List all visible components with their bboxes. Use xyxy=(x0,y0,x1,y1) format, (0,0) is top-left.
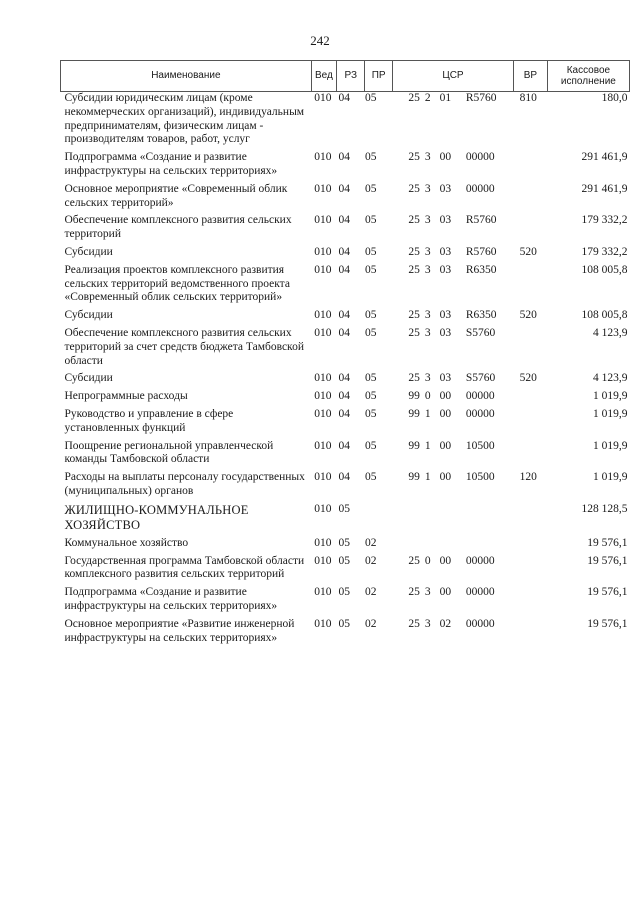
row-csr-event: 00 xyxy=(439,471,452,484)
row-rz: 04 xyxy=(338,92,351,104)
row-csr-event: 03 xyxy=(439,263,452,276)
table-row xyxy=(61,246,630,264)
row-pr: 05 xyxy=(364,372,377,385)
row-rz: 04 xyxy=(338,326,351,339)
row-ved: 010 xyxy=(314,407,332,420)
row-sum: 4 123,9 xyxy=(593,372,628,385)
table-row xyxy=(61,183,630,215)
row-name: ЖИЛИЩНО-КОММУНАЛЬНОЕ ХОЗЯЙСТВО xyxy=(64,502,249,532)
row-name: Субсидии xyxy=(64,372,113,385)
row-pr: 05 xyxy=(364,151,377,164)
table-row xyxy=(61,555,630,587)
row-sum: 291 461,9 xyxy=(581,182,628,195)
row-csr-subprogram: 0 xyxy=(424,554,431,567)
row-rz: 05 xyxy=(338,554,351,567)
row-name: Руководство и управление в сфере установленных функций xyxy=(64,407,234,434)
row-rz: 04 xyxy=(338,309,351,322)
row-sum: 1 019,9 xyxy=(593,471,628,484)
row-vr xyxy=(514,555,548,587)
header-rz: РЗ xyxy=(337,61,365,92)
table-row xyxy=(61,372,630,390)
row-csr-subprogram: 3 xyxy=(424,263,431,276)
row-name: Основное мероприятие «Современный облик сельских территорий» xyxy=(64,182,288,209)
header-vr: ВР xyxy=(514,61,548,92)
row-csr-subprogram: 3 xyxy=(424,326,431,339)
row-sum: 108 005,8 xyxy=(581,263,628,276)
row-pr: 05 xyxy=(364,326,377,339)
row-rz: 05 xyxy=(338,502,351,515)
page-number: 242 xyxy=(310,33,330,48)
row-rz: 05 xyxy=(338,536,351,549)
row-csr-event: 03 xyxy=(439,182,452,195)
row-csr-event: 00 xyxy=(439,586,452,599)
row-csr-direction xyxy=(462,503,514,537)
row-vr: 120 xyxy=(519,471,537,484)
row-name: Подпрограмма «Создание и развитие инфраструктуры на сельских территориях» xyxy=(64,586,278,612)
row-csr-direction: 00000 xyxy=(465,586,495,599)
row-name: Обеспечение комплексного развития сельских территорий xyxy=(64,214,292,241)
table-row xyxy=(61,503,630,537)
row-vr xyxy=(514,503,548,537)
row-vr: 520 xyxy=(519,245,537,258)
table-row xyxy=(61,214,630,246)
table-row xyxy=(61,309,630,327)
row-csr-subprogram xyxy=(422,537,437,555)
row-sum: 179 332,2 xyxy=(581,214,628,227)
row-vr xyxy=(514,586,548,618)
row-vr xyxy=(514,390,548,408)
row-csr-subprogram: 3 xyxy=(424,182,431,195)
row-name: Подпрограмма «Создание и развитие инфраструктуры на сельских территориях» xyxy=(64,151,278,177)
row-rz: 04 xyxy=(338,263,351,276)
row-rz: 04 xyxy=(338,182,351,195)
row-sum: 19 576,1 xyxy=(587,586,628,599)
row-ved: 010 xyxy=(314,182,332,195)
row-vr xyxy=(514,618,548,650)
row-rz: 04 xyxy=(338,372,351,385)
table-body xyxy=(61,92,630,650)
row-csr-program: 25 xyxy=(408,586,420,599)
row-sum: 4 123,9 xyxy=(593,326,628,339)
row-rz: 04 xyxy=(338,471,351,484)
row-csr-event: 03 xyxy=(439,372,452,385)
row-ved: 010 xyxy=(314,536,332,549)
row-ved: 010 xyxy=(314,439,332,452)
row-vr xyxy=(514,214,548,246)
header-name: Наименование xyxy=(61,61,312,92)
row-sum: 128 128,5 xyxy=(581,502,628,515)
row-csr-direction: 00000 xyxy=(465,554,495,567)
row-csr-program: 25 xyxy=(408,214,420,227)
row-rz: 04 xyxy=(338,390,351,403)
table-row xyxy=(61,151,630,183)
row-csr-subprogram: 1 xyxy=(424,407,431,420)
row-sum: 180,0 xyxy=(601,92,628,104)
row-name: Поощрение региональной управленческой команды Тамбовской области xyxy=(64,439,274,466)
row-name: Основное мероприятие «Развитие инженерной инфраструктуры на сельских территориях» xyxy=(64,617,295,644)
row-rz: 05 xyxy=(338,617,351,630)
row-rz: 04 xyxy=(338,214,351,227)
row-csr-direction: 10500 xyxy=(465,471,495,484)
row-ved: 010 xyxy=(314,309,332,322)
row-sum: 19 576,1 xyxy=(587,536,628,549)
row-rz: 04 xyxy=(338,407,351,420)
row-csr-subprogram: 1 xyxy=(424,471,431,484)
row-csr-direction: S5760 xyxy=(465,326,496,339)
row-pr: 05 xyxy=(364,182,377,195)
table-row xyxy=(61,264,630,309)
table-row xyxy=(61,537,630,555)
row-sum: 19 576,1 xyxy=(587,554,628,567)
row-sum: 108 005,8 xyxy=(581,309,628,322)
table-row xyxy=(61,390,630,408)
row-csr-program: 99 xyxy=(408,471,420,484)
row-name: Расходы на выплаты персоналу государственных (муниципальных) органов xyxy=(64,471,305,497)
row-rz: 04 xyxy=(338,439,351,452)
row-ved: 010 xyxy=(314,92,332,104)
table-row xyxy=(61,92,630,152)
table-row xyxy=(61,440,630,472)
row-csr-program xyxy=(392,537,422,555)
row-csr-direction: 00000 xyxy=(465,151,495,164)
table-row xyxy=(61,586,630,618)
row-csr-program: 99 xyxy=(408,439,420,452)
row-ved: 010 xyxy=(314,554,332,567)
row-csr-direction: R6350 xyxy=(465,309,497,322)
row-name: Субсидии xyxy=(64,245,113,258)
row-csr-direction: 10500 xyxy=(465,439,495,452)
budget-table-container xyxy=(60,60,630,649)
row-sum: 1 019,9 xyxy=(593,407,628,420)
row-pr: 05 xyxy=(364,439,377,452)
row-rz: 04 xyxy=(338,245,351,258)
row-vr xyxy=(514,537,548,555)
budget-table xyxy=(60,60,630,649)
row-pr: 02 xyxy=(364,554,377,567)
row-csr-event: 00 xyxy=(439,151,452,164)
table-row xyxy=(61,618,630,650)
row-rz: 04 xyxy=(338,151,351,164)
row-pr: 05 xyxy=(364,245,377,258)
row-ved: 010 xyxy=(314,214,332,227)
row-rz: 05 xyxy=(338,586,351,599)
header-pr: ПР xyxy=(365,61,392,92)
row-ved: 010 xyxy=(314,245,332,258)
row-csr-subprogram: 3 xyxy=(424,617,431,630)
row-csr-program: 25 xyxy=(408,182,420,195)
row-csr-event: 01 xyxy=(439,92,452,104)
row-csr-subprogram: 1 xyxy=(424,439,431,452)
row-ved: 010 xyxy=(314,151,332,164)
row-csr-program: 25 xyxy=(408,92,420,104)
row-csr-direction: 00000 xyxy=(465,407,495,420)
header-sum: Кассовое исполнение xyxy=(547,61,629,92)
row-csr-event: 03 xyxy=(439,309,452,322)
row-vr xyxy=(514,151,548,183)
row-csr-subprogram: 3 xyxy=(424,151,431,164)
table-header xyxy=(61,61,630,92)
row-csr-subprogram: 3 xyxy=(424,214,431,227)
row-csr-event: 00 xyxy=(439,390,452,403)
row-ved: 010 xyxy=(314,326,332,339)
row-sum: 19 576,1 xyxy=(587,617,628,630)
row-csr-program: 25 xyxy=(408,245,420,258)
row-vr xyxy=(514,183,548,215)
row-csr-program: 25 xyxy=(408,617,420,630)
row-ved: 010 xyxy=(314,617,332,630)
row-name: Субсидии юридическим лицам (кроме некоммерческих организаций), индивидуальным предпринимателям, физическим лицам - производителям товаров, работ, услуг xyxy=(64,92,305,146)
row-csr-event: 02 xyxy=(439,617,452,630)
row-csr-subprogram: 3 xyxy=(424,372,431,385)
row-name: Реализация проектов комплексного развития сельских территорий ведомственного проекта «Современный облик сельских территорий» xyxy=(64,263,290,304)
row-pr: 02 xyxy=(364,586,377,599)
row-pr: 05 xyxy=(364,471,377,484)
row-csr-subprogram: 3 xyxy=(424,309,431,322)
row-csr-program: 25 xyxy=(408,326,420,339)
row-vr xyxy=(514,264,548,309)
row-vr xyxy=(514,327,548,372)
row-csr-event: 00 xyxy=(439,554,452,567)
row-csr-program: 99 xyxy=(408,407,420,420)
row-sum: 1 019,9 xyxy=(593,439,628,452)
row-csr-event: 03 xyxy=(439,326,452,339)
row-csr-program: 25 xyxy=(408,372,420,385)
row-name: Субсидии xyxy=(64,309,113,322)
row-name: Государственная программа Тамбовской области комплексного развития сельских территорий xyxy=(64,554,305,581)
row-pr: 05 xyxy=(364,407,377,420)
row-csr-event: 00 xyxy=(439,439,452,452)
row-csr-event: 03 xyxy=(439,245,452,258)
row-csr-program: 25 xyxy=(408,151,420,164)
row-csr-direction: 00000 xyxy=(465,617,495,630)
row-csr-event: 03 xyxy=(439,214,452,227)
row-ved: 010 xyxy=(314,502,332,515)
row-csr-program: 25 xyxy=(408,309,420,322)
row-pr xyxy=(365,503,392,537)
row-vr: 810 xyxy=(519,92,537,104)
row-csr-direction: R5760 xyxy=(465,245,497,258)
row-csr-program: 25 xyxy=(408,554,420,567)
row-csr-event xyxy=(437,537,462,555)
row-name: Коммунальное хозяйство xyxy=(64,536,189,549)
row-csr-program xyxy=(392,503,422,537)
row-pr: 02 xyxy=(364,617,377,630)
row-csr-direction: R5760 xyxy=(465,214,497,227)
row-ved: 010 xyxy=(314,471,332,484)
row-ved: 010 xyxy=(314,586,332,599)
row-csr-direction xyxy=(462,537,514,555)
row-csr-subprogram: 3 xyxy=(424,586,431,599)
row-csr-subprogram: 0 xyxy=(424,390,431,403)
row-pr: 02 xyxy=(364,536,377,549)
row-csr-direction: S5760 xyxy=(465,372,496,385)
row-pr: 05 xyxy=(364,263,377,276)
row-csr-program: 99 xyxy=(408,390,420,403)
row-pr: 05 xyxy=(364,309,377,322)
row-pr: 05 xyxy=(364,390,377,403)
row-name: Непрограммные расходы xyxy=(64,390,188,403)
table-row xyxy=(61,471,630,503)
row-pr: 05 xyxy=(364,214,377,227)
row-csr-direction: R6350 xyxy=(465,263,497,276)
row-sum: 179 332,2 xyxy=(581,245,628,258)
row-csr-subprogram: 3 xyxy=(424,245,431,258)
row-ved: 010 xyxy=(314,263,332,276)
row-name: Обеспечение комплексного развития сельских территорий за счет средств бюджета Тамбовской области xyxy=(64,326,304,367)
row-csr-event: 00 xyxy=(439,407,452,420)
row-ved: 010 xyxy=(314,390,332,403)
table-row xyxy=(61,327,630,372)
row-csr-event xyxy=(437,503,462,537)
row-csr-direction: R5760 xyxy=(465,92,497,104)
row-csr-direction: 00000 xyxy=(465,390,495,403)
row-vr: 520 xyxy=(519,372,537,385)
row-csr-program: 25 xyxy=(408,263,420,276)
row-vr: 520 xyxy=(519,309,537,322)
row-sum: 1 019,9 xyxy=(593,390,628,403)
row-pr: 05 xyxy=(364,92,377,104)
header-ved: Вед xyxy=(311,61,336,92)
row-csr-subprogram: 2 xyxy=(424,92,431,104)
row-sum: 291 461,9 xyxy=(581,151,628,164)
row-ved: 010 xyxy=(314,372,332,385)
row-csr-subprogram xyxy=(422,503,437,537)
table-row xyxy=(61,408,630,440)
row-vr xyxy=(514,440,548,472)
row-vr xyxy=(514,408,548,440)
header-csr: ЦСР xyxy=(392,61,513,92)
row-csr-direction: 00000 xyxy=(465,182,495,195)
